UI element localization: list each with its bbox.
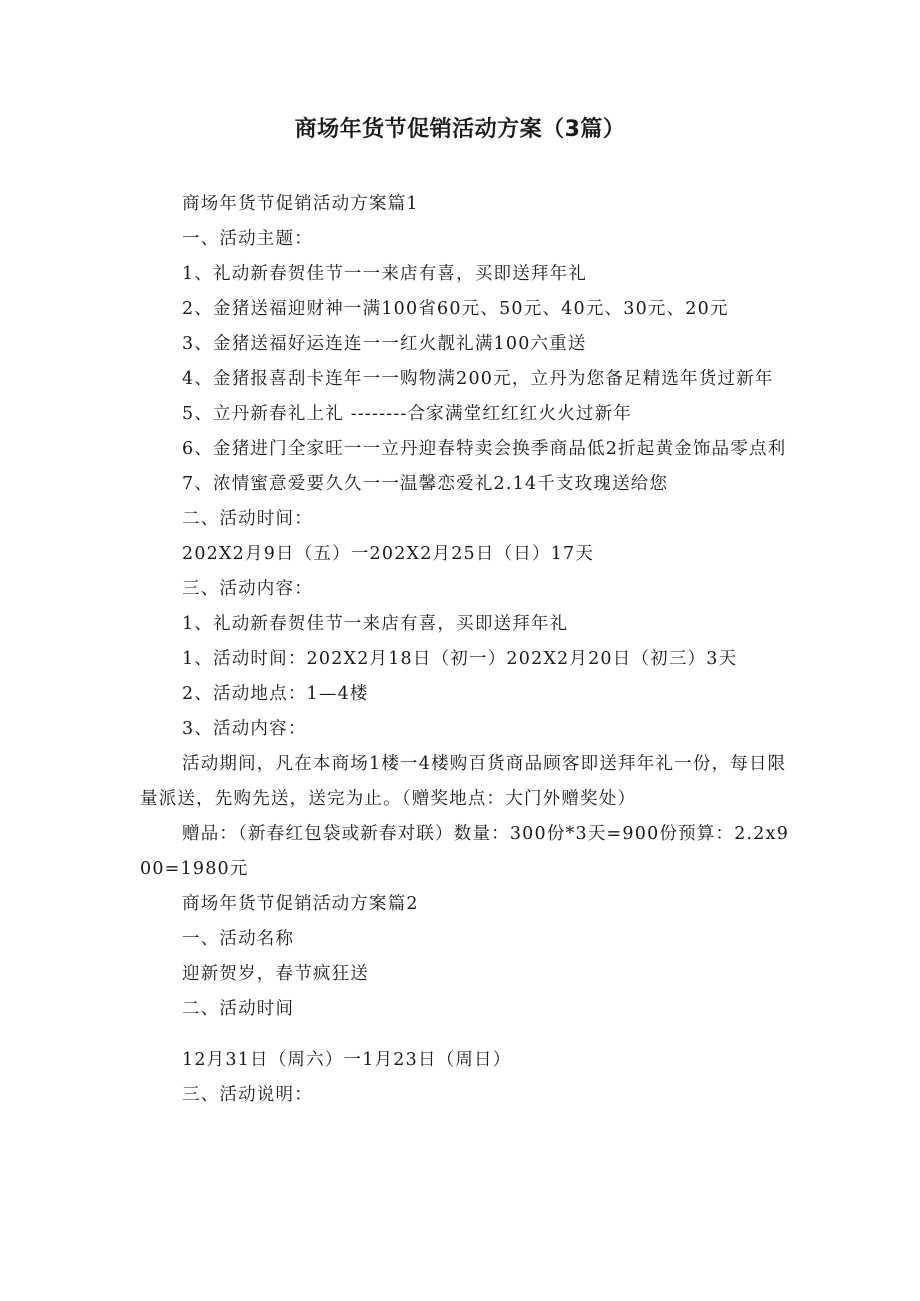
- section-heading: 商场年货节促销活动方案篇1: [182, 194, 419, 214]
- paragraph: 202X2月9日（五）一202X2月25日（日）17天: [182, 544, 595, 564]
- paragraph: 1、活动时间：202X2月18日（初一）202X2月20日（初三）3天: [182, 649, 738, 669]
- paragraph: 7、浓情蜜意爱要久久一一温馨恋爱礼2.14千支玫瑰送给您: [182, 474, 669, 494]
- document-title: 商场年货节促销活动方案（3篇）: [294, 117, 626, 142]
- paragraph: 2、金猪送福迎财神一满100省60元、50元、40元、30元、20元: [182, 299, 729, 319]
- section-heading: 商场年货节促销活动方案篇2: [182, 894, 419, 914]
- paragraph: 一、活动名称: [182, 929, 295, 949]
- paragraph: 1、礼动新春贺佳节一来店有喜，买即送拜年礼: [182, 614, 569, 634]
- paragraph: 活动期间，凡在本商场1楼一4楼购百货商品顾客即送拜年礼一份，每日限量派送，先购先送，送完为止。（赠奖地点：大门外赠奖处）: [140, 754, 787, 809]
- paragraph: 1、礼动新春贺佳节一一来店有喜，买即送拜年礼: [182, 264, 588, 284]
- paragraph: 赠品：（新春红包袋或新春对联）数量：300份*3天=900份预算：2.2x900=1980元: [140, 824, 790, 879]
- paragraph: 2、活动地点：1—4楼: [182, 684, 369, 704]
- paragraph: 4、金猪报喜刮卡连年一一购物满200元，立丹为您备足精选年货过新年: [182, 369, 774, 389]
- paragraph: 三、活动说明：: [182, 1085, 313, 1105]
- paragraph: 二、活动时间：: [182, 509, 313, 529]
- paragraph: 3、活动内容：: [182, 719, 307, 739]
- paragraph: 二、活动时间: [182, 999, 295, 1019]
- paragraph: 三、活动内容：: [182, 579, 313, 599]
- paragraph: 12月31日（周六）一1月23日（周日）: [182, 1050, 512, 1070]
- paragraph: 迎新贺岁，春节疯狂送: [182, 964, 369, 984]
- paragraph: 6、金猪进门全家旺一一立丹迎春特卖会换季商品低2折起黄金饰品零点利: [182, 439, 787, 459]
- document-body: [140, 187, 790, 1113]
- paragraph: 5、立丹新春礼上礼 --------合家满堂红红红火火过新年: [182, 404, 632, 424]
- paragraph: 3、金猪送福好运连连一一红火靓礼满100六重送: [182, 334, 587, 354]
- paragraph: 一、活动主题：: [182, 229, 313, 249]
